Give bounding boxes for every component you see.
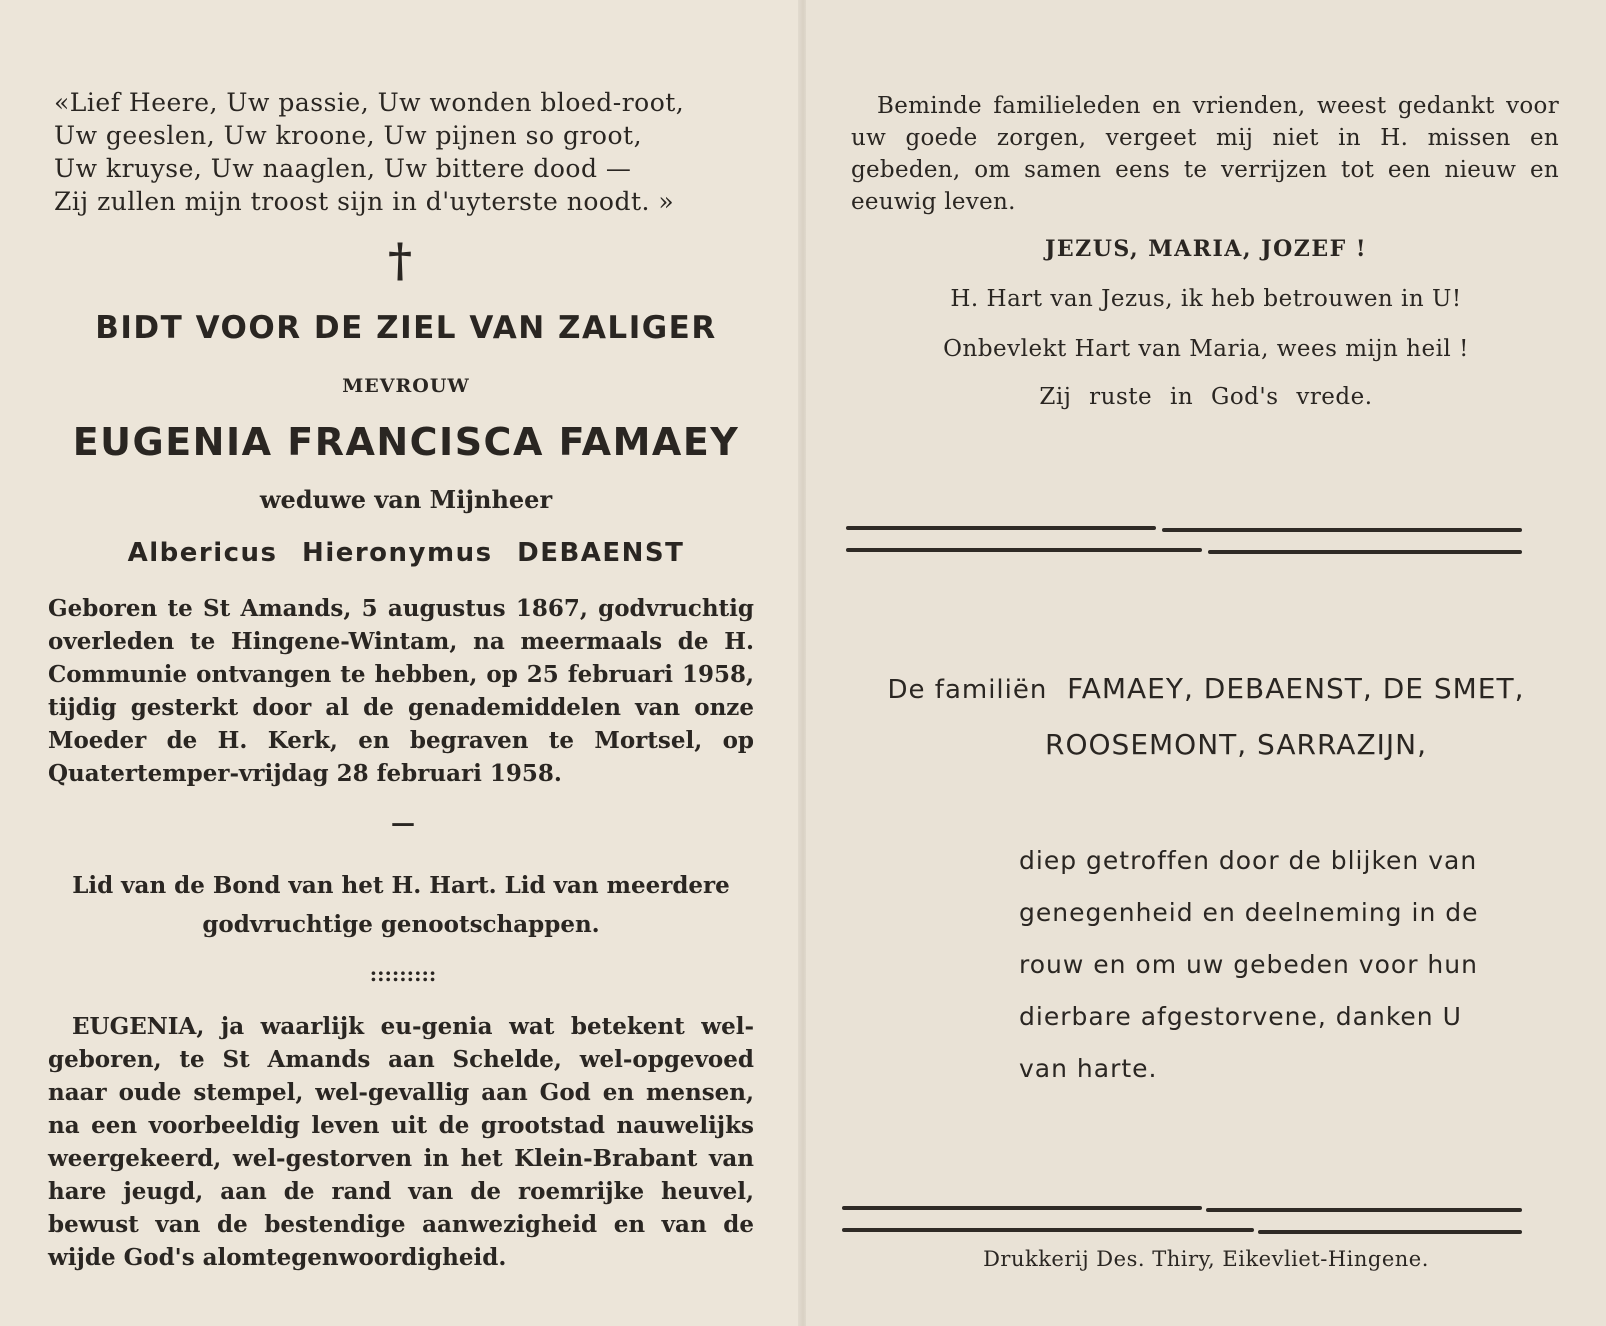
- left-panel: [0, 0, 800, 1326]
- membership: Lid van de Bond van het H. Hart. Lid van meerdere godvruchtige genootschappen.: [72, 872, 730, 938]
- poem-line: Uw geeslen, Uw kroone, Uw pijnen so groot,: [54, 121, 643, 150]
- families-line-1: [806, 672, 1606, 705]
- thanks-text: [851, 90, 1559, 218]
- prayer-line-1: H. Hart van Jezus, ik heb betrouwen in U!: [950, 286, 1462, 312]
- prayer-line-3: Zij ruste in God's vrede.: [1039, 384, 1373, 410]
- gratitude-line: rouw en om uw gebeden voor hun: [1019, 950, 1478, 979]
- gratitude-line: dierbare afgestorvene, danken U: [1019, 1002, 1462, 1031]
- poem: [54, 86, 754, 218]
- deceased-name: EUGENIA FRANCISCA FAMAEY: [72, 420, 740, 464]
- title-mevrouw: MEVROUW: [342, 375, 470, 397]
- poem-line: «Lief Heere, Uw passie, Uw wonden bloed-root,: [54, 88, 685, 117]
- families-names-1: FAMAEY, DEBAENST, DE SMET,: [1067, 672, 1525, 705]
- separator-dash: —: [391, 808, 415, 837]
- gratitude-line: van harte.: [1019, 1054, 1158, 1083]
- divider-rule: [846, 526, 1156, 530]
- gratitude-text: [1019, 835, 1559, 1095]
- dots-ornament: :::::::::: [369, 962, 437, 986]
- eulogy-text: ja waarlijk eu-genia wat betekent wel-geboren, te St Amands aan Schelde, wel-opgevoed naar oude stempel, wel-gevallig aan God en mensen, na een voorbeeldig leven uit de grootstad nauwelijks weergekeerd, wel-gestorven in het Klein-Brabant van hare jeugd, aan de rand van de roemrijke heuvel, bewust van de bestendige aanwezigheid en van de wijde God's alomtegenwoordigheid.: [48, 1013, 754, 1271]
- prayer-line-2: Onbevlekt Hart van Maria, wees mijn heil !: [943, 336, 1469, 362]
- right-panel: [806, 0, 1606, 1326]
- divider-rule: [842, 1228, 1254, 1232]
- gratitude-line: genegenheid en deelneming in de: [1019, 898, 1479, 927]
- divider-rule: [1208, 550, 1522, 554]
- divider-rule: [1206, 1208, 1522, 1212]
- families-lead: De familiën: [887, 675, 1048, 705]
- divider-rule: [1258, 1230, 1522, 1234]
- husband-name: Albericus Hieronymus DEBAENST: [127, 538, 685, 568]
- divider-rule: [842, 1206, 1202, 1210]
- poem-line: Uw kruyse, Uw naaglen, Uw bittere dood —: [54, 154, 632, 183]
- thanks-body: Beminde familieleden en vrienden, weest gedankt voor uw goede zorgen, vergeet mij niet in H. missen en gebeden, om samen eens te verrijzen tot een nieuw en eeuwig leven.: [851, 93, 1559, 215]
- families-names-2: ROOSEMONT, SARRAZIJN,: [1045, 728, 1427, 761]
- gratitude-line: diep getroffen door de blijken van: [1019, 846, 1478, 875]
- widow-of-label: weduwe van Mijnheer: [259, 485, 553, 514]
- invocation: JEZUS, MARIA, JOZEF !: [1044, 236, 1368, 262]
- eulogy: [48, 1010, 754, 1274]
- printer-credit: Drukkerij Des. Thiry, Eikevliet-Hingene.: [983, 1247, 1429, 1271]
- poem-line: Zij zullen mijn troost sijn in d'uyterste noodt. »: [54, 187, 675, 216]
- prayer-heading: BIDT VOOR DE ZIEL VAN ZALIGER: [95, 310, 717, 346]
- eulogy-name: EUGENIA,: [72, 1013, 205, 1040]
- biography: Geboren te St Amands, 5 augustus 1867, godvruchtig overleden te Hingene-Wintam, na meermaals de H. Communie ontvangen te hebben, op 25 februari 1958, tijdig gesterkt door al de genademiddelen van onze Moeder de H. Kerk, en begraven te Mortsel, op Quatertemper-vrijdag 28 februari 1958.: [48, 595, 754, 787]
- cross-icon: †: [387, 233, 413, 287]
- divider-rule: [1162, 528, 1522, 532]
- divider-rule: [846, 548, 1202, 552]
